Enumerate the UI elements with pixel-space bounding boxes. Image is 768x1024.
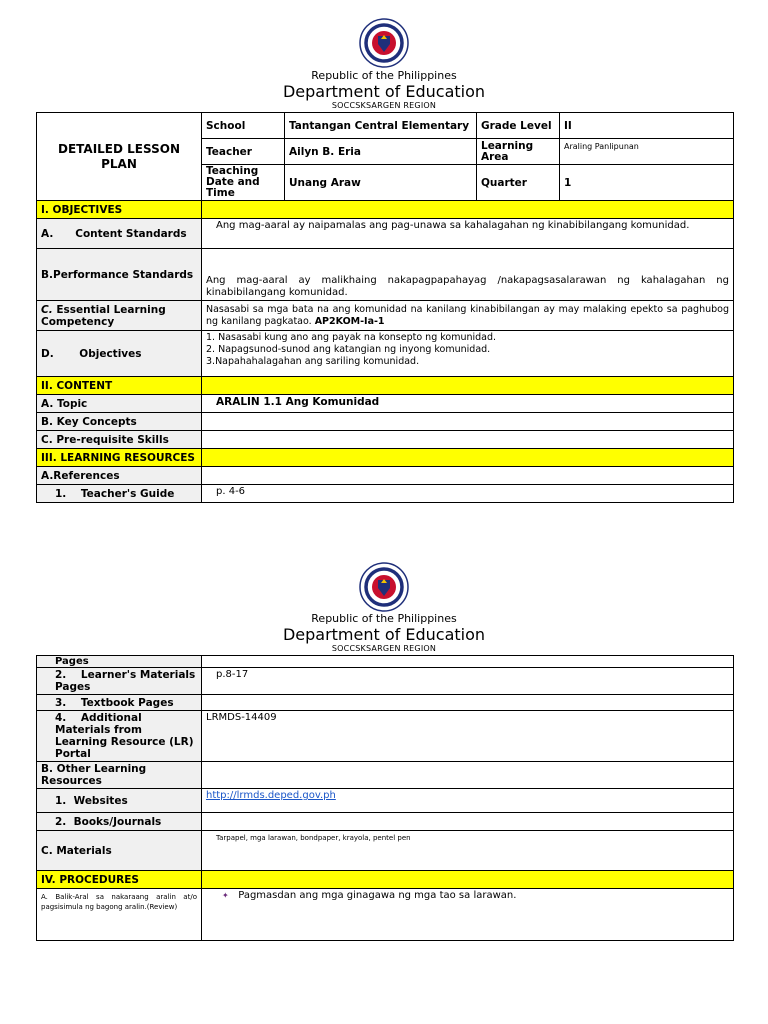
region-text: SOCCSKSARGEN REGION [331,101,437,110]
books-value [202,813,734,831]
competency-value: Nasasabi sa mga bata na ang komunidad na kanilang kinabibilangan ay may malaking epekto sa paghubog ng kanilang pagkatao. [206,303,729,327]
department-title: Department of Education [282,625,486,644]
tg-value: p. 4-6 [202,485,734,503]
procedures-header-fill [202,871,734,889]
review-value: Pagmasdan ang mga ginagawa ng mga tao sa larawan. [238,890,517,901]
teacher-value: Ailyn B. Eria [285,139,477,165]
content-standards-label: A. Content Standards [37,219,202,249]
republic-text: Republic of the Philippines [311,612,457,625]
additional-value: LRMDS-14409 [202,711,734,762]
lm-value: p.8-17 [202,668,734,695]
websites-label: 1. Websites [37,789,202,813]
region-text: SOCCSKSARGEN REGION [331,644,437,653]
content-standards-value: Ang mag-aaral ay naipamalas ang pag-unawa sa kahalagahan ng kinabibilangang komunidad. [202,219,734,249]
resources-header-fill [202,449,734,467]
topic-value: ARALIN 1.1 Ang Komunidad [202,395,734,413]
plan-title: DETAILED LESSON PLAN [37,113,202,201]
date-value: Unang Araw [285,165,477,201]
lesson-plan-table-2 [36,655,734,941]
objectives-header-fill [202,201,734,219]
department-title: Department of Education [282,82,486,101]
other-resources-label: B. Other Learning Resources [37,762,202,789]
content-header: II. CONTENT [37,377,202,395]
competency-code: AP2KOM-Ia-1 [314,315,385,327]
competency-label-cell [37,301,202,331]
resources-header: III. LEARNING RESOURCES [37,449,202,467]
tg-pages-label: Pages [37,656,202,668]
quarter-label: Quarter [477,165,560,201]
performance-standards-value: Ang mag-aaral ay malikhaing nakapagpapahayag /nakapagsasalarawan ng kahalagahan ng kinabibilangang komunidad. [202,249,734,301]
lm-label: 2. Learner's Materials Pages [37,668,202,695]
quarter-value: 1 [560,165,734,201]
textbook-value [202,695,734,711]
prereq-value [202,431,734,449]
competency-label-prefix: C. [41,303,53,316]
books-label: 2. Books/Journals [37,813,202,831]
objective-item: 1. Nasasabi kung ano ang payak na konsepto ng komunidad. [206,332,497,343]
republic-text: Republic of the Philippines [311,69,457,82]
prereq-label: C. Pre-requisite Skills [37,431,202,449]
objectives-label: D. Objectives [37,331,202,377]
textbook-label: 3. Textbook Pages [37,695,202,711]
performance-standards-label: B.Performance Standards [37,249,202,301]
key-concepts-label: B. Key Concepts [37,413,202,431]
review-label: A. Balik-Aral sa nakaraang aralin at/o pagsisimula ng bagong aralin.(Review) [37,889,202,941]
school-label: School [202,113,285,139]
key-concepts-value [202,413,734,431]
objectives-header: I. OBJECTIVES [37,201,202,219]
tg-pages-value [202,656,734,668]
topic-label: A. Topic [37,395,202,413]
grade-label: Grade Level [477,113,560,139]
deped-seal-icon [359,18,409,68]
materials-label: C. Materials [37,831,202,871]
objective-item: 2. Napagsunod-sunod ang katangian ng inyong komunidad. [206,344,491,355]
materials-value: Tarpapel, mga larawan, bondpaper, krayola, pentel pen [202,831,734,871]
area-value: Araling Panlipunan [560,139,734,165]
websites-link[interactable]: http://lrmds.deped.gov.ph [206,790,336,801]
area-label: Learning Area [477,139,560,165]
grade-value: II [560,113,734,139]
bullet-icon: ✦ [222,891,229,900]
tg-label: 1. Teacher's Guide [37,485,202,503]
objectives-list [202,331,734,377]
other-resources-value [202,762,734,789]
teacher-label: Teacher [202,139,285,165]
procedures-header: IV. PROCEDURES [37,871,202,889]
competency-label: Essential Learning Competency [41,303,166,328]
additional-label: 4. Additional Materials from Learning Resource (LR) Portal [37,711,202,762]
objective-item: 3.Napahahalagahan ang sariling komunidad. [206,356,420,367]
content-header-fill [202,377,734,395]
date-label: Teaching Date and Time [202,165,285,201]
lesson-plan-table-1 [36,112,734,503]
references-value [202,467,734,485]
deped-seal-icon [359,562,409,612]
school-value: Tantangan Central Elementary [285,113,477,139]
references-label: A.References [37,467,202,485]
competency-value-cell [202,301,734,331]
review-cell [202,889,734,941]
